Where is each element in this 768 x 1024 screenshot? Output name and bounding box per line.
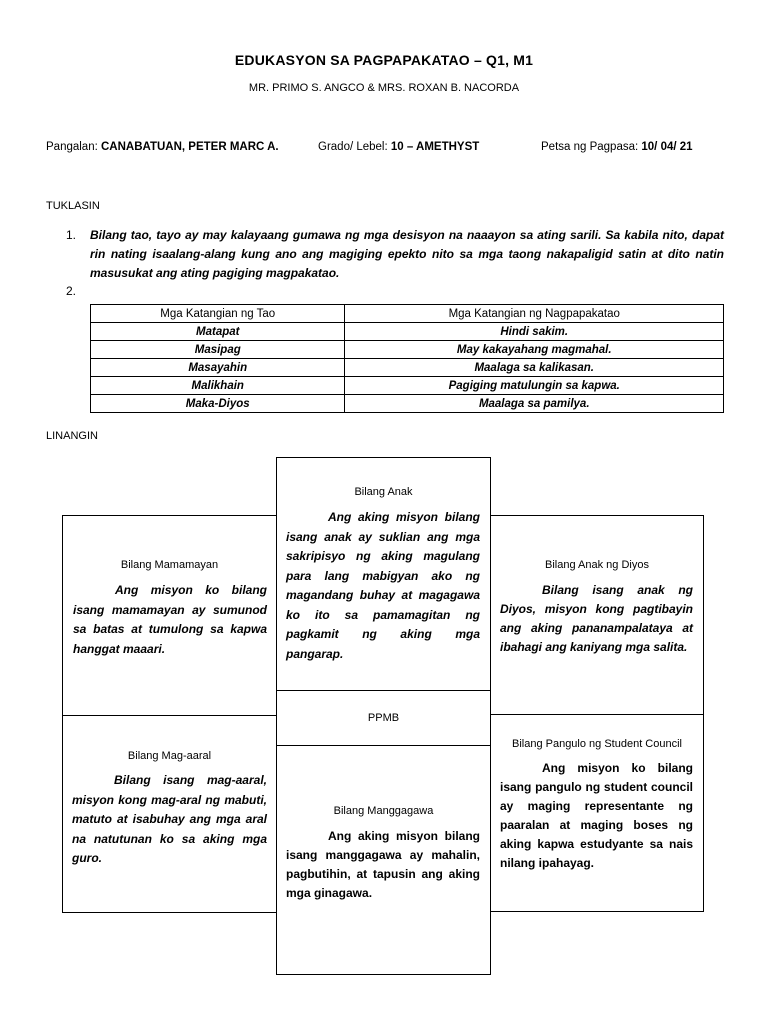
box-manggagawa — [276, 745, 491, 975]
table-cell: Maka-Diyos — [91, 395, 345, 413]
box-anak — [276, 457, 491, 691]
table-cell: Maalaga sa pamilya. — [345, 395, 724, 413]
table-cell: Matapat — [91, 323, 345, 341]
table-row — [91, 377, 724, 395]
box-title: Bilang Manggagawa — [333, 805, 434, 817]
table-row — [91, 341, 724, 359]
box-title: Bilang Mamamayan — [120, 559, 219, 571]
table-row — [91, 323, 724, 341]
date-label: Petsa ng Pagpasa: — [541, 141, 639, 153]
submission-date — [541, 141, 693, 153]
box-pangulo — [490, 714, 704, 912]
table-cell: Pagiging matulungin sa kapwa. — [345, 377, 724, 395]
table-header-cell: Mga Katangian ng Nagpapakatao — [345, 305, 724, 323]
linangin-heading: LINANGIN — [46, 430, 98, 442]
table-row — [91, 395, 724, 413]
item2-number: 2. — [66, 284, 77, 298]
teachers-line: MR. PRIMO S. ANGCO & MRS. ROXAN B. NACORDA — [248, 82, 520, 94]
table-cell: Hindi sakim. — [345, 323, 724, 341]
box-text: Ang aking misyon bilang isang anak ay suklian ang mga sakripisyo ng aking magulang para lang mabigyan ako ng magandang buhay at magagawa ko ito sa pamamagitan ng pagkamit ng aking mga pangarap. — [286, 510, 480, 661]
item1-number: 1. — [66, 228, 77, 242]
student-grade — [318, 141, 479, 153]
grade-label: Grado/ Lebel: — [318, 141, 388, 153]
date-value: 10/ 04/ 21 — [641, 141, 693, 153]
box-text: Ang misyon ko bilang isang pangulo ng student council ay maging representante ng paaralan at maging boses ng aking kapwa estudyante sa nais nilang ipahayag. — [500, 761, 693, 870]
table-header-row — [91, 305, 724, 323]
center-label: PPMB — [367, 712, 400, 724]
item1-text: Bilang tao, tayo ay may kalayaang gumawa ng mga desisyon na naaayon sa ating sarili. Sa kabila nito, dapat rin nating isaalang-alang kung ano ang magiging epekto nito sa mga taong nakapaligid satin at dito natin masusukat ang ating pagiging magpakatao. — [90, 228, 724, 280]
box-title: Bilang Mag-aaral — [127, 750, 212, 762]
box-title: Bilang Anak ng Diyos — [545, 559, 649, 571]
box-mamamayan — [62, 515, 277, 716]
table-header-cell: Mga Katangian ng Tao — [91, 305, 345, 323]
table-cell: Masayahin — [91, 359, 345, 377]
table-cell: May kakayahang magmahal. — [345, 341, 724, 359]
box-ppmb — [276, 690, 491, 746]
box-text: Bilang isang mag-aaral, misyon kong mag-aral ng mabuti, matuto at isabuhay ang mga aral na natutunan ko sa aking mga guro. — [72, 773, 267, 865]
tuklasin-heading: TUKLASIN — [46, 200, 100, 212]
box-mag-aaral — [62, 715, 277, 913]
table-cell: Maalaga sa kalikasan. — [345, 359, 724, 377]
name-label: Pangalan: — [46, 141, 98, 153]
table-cell: Masipag — [91, 341, 345, 359]
document-title: EDUKASYON SA PAGPAPAKATAO – Q1, M1 — [234, 52, 534, 68]
name-value: CANABATUAN, PETER MARC A. — [101, 141, 279, 153]
table-row — [91, 359, 724, 377]
grade-value: 10 – AMETHYST — [390, 141, 480, 153]
table-cell: Malikhain — [91, 377, 345, 395]
traits-table — [90, 304, 724, 413]
student-name — [46, 141, 279, 153]
box-text: Ang misyon ko bilang isang mamamayan ay sumunod sa batas at tumulong sa kapwa hanggat maaari. — [73, 583, 267, 656]
box-title: Bilang Pangulo ng Student Council — [511, 738, 682, 750]
box-text: Ang aking misyon bilang isang manggagawa ay mahalin, pagbutihin, at tapusin ang aking mga ginagawa. — [286, 829, 480, 900]
box-anak-ng-diyos — [490, 515, 704, 715]
box-text: Bilang isang anak ng Diyos, misyon kong pagtibayin ang aking pananampalataya at ibahagi ang kaniyang mga salita. — [500, 583, 693, 654]
box-title: Bilang Anak — [354, 486, 413, 498]
